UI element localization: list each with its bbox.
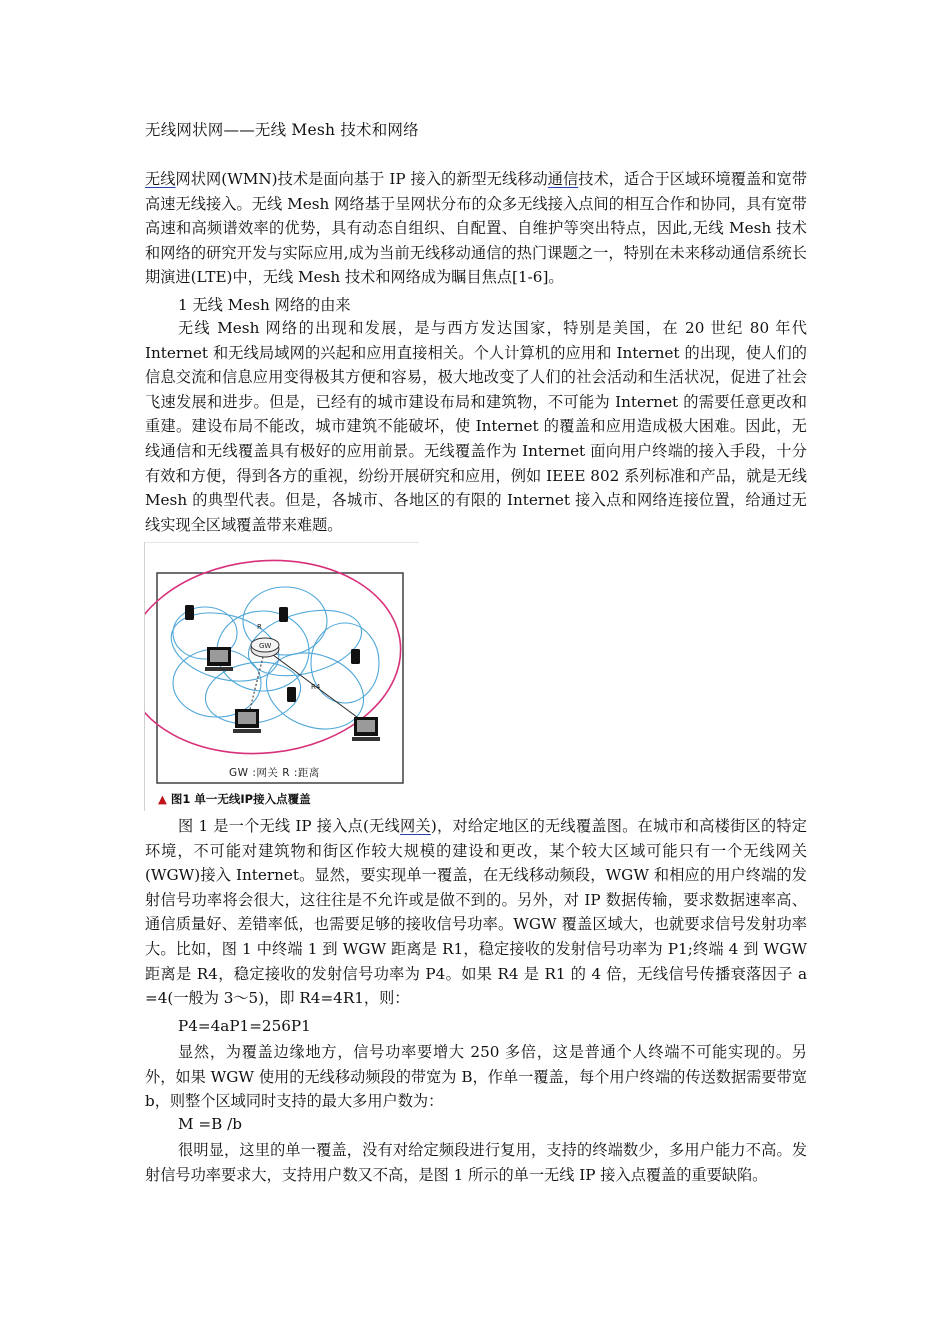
link-gateway[interactable]: 网关	[400, 817, 431, 835]
paragraph-intro-text-b: 技术，适合于区域环境覆盖和宽带高速无线接入。无线 Mesh 网络基于呈网状分布的众多无线接入点间的相互合作和协同，具有宽带高速和高频谱效率的优势，具有动态自组织、自配置、自维护等突出特点，因此,无线 Mesh 技术和网络的研究开发与实际应用,成为当前无线移动通信的热门课题之一，特别在未来移动通信系统长期演进(LTE)中，无线 Mesh 技术和网络成为瞩目焦点[1-6]。	[145, 170, 808, 287]
computer-icon	[233, 709, 261, 733]
figure-legend: GW :网关 R :距离	[229, 767, 320, 779]
caption-text: 图1 单一无线IP接入点覆盖	[170, 792, 311, 806]
gateway-label: GW	[259, 642, 272, 650]
computer-icon	[205, 647, 233, 671]
mobile-phone-icon	[351, 649, 360, 664]
figure-single-ap-coverage	[144, 542, 419, 811]
formula-users: M =B /b	[178, 1115, 242, 1133]
link-wireless[interactable]: 无线	[145, 170, 176, 188]
section-heading: 1 无线 Mesh 网络的由来	[178, 296, 351, 314]
document-title: 无线网状网——无线 Mesh 技术和网络	[145, 121, 419, 139]
paragraph-conclusion: 很明显，这里的单一覆盖，没有对给定频段进行复用，支持的终端数少，多用户能力不高。发射信号功率要求大，支持用户数又不高，是图 1 所示的单一无线 IP 接入点覆盖的重要缺陷。	[145, 1141, 807, 1184]
mobile-phone-icon	[185, 605, 194, 620]
paragraph-figure-text-b: )，对给定地区的无线覆盖图。在城市和高楼街区的特定环境，不可能对建筑物和街区作较大规模的建设和更改，某个较大区域可能只有一个无线网关(WGW)接入 Internet。显然，要实现单一覆盖，在无线移动频段，WGW 和相应的用户终端的发射信号功率将会很大，这往往是不允许或是做不到的。另外，对 IP 数据传输，要求数据速率高、通信质量好、差错率低，也需要足够的接收信号功率。WGW 覆盖区域大，也就要求信号发射功率大。比如，图 1 中终端 1 到 WGW 距离是 R1，稳定接收的发射信号功率为 P1;终端 4 到 WGW 距离是 R4，稳定接收的发射信号功率为 P4。如果 R4 是 R1 的 4 倍，无线信号传播衰落因子 a =4(一般为 3～5)，即 R4=4R1，则：	[145, 817, 807, 1008]
paragraph-figure-text-a: 图 1 是一个无线 IP 接入点(无线	[178, 817, 400, 835]
paragraph-origin: 无线 Mesh 网络的出现和发展，是与西方发达国家，特别是美国，在 20 世纪 80 年代 Internet 和无线局域网的兴起和应用直接相关。个人计算机的应用和 Internet 的出现，使人们的信息交流和信息应用变得极其方便和容易，极大地改变了人们的社会活动和生活状况，促进了社会飞速发展和进步。但是，已经有的城市建设布局和建筑物，不可能为 Internet 的需要任意更改和重建。建设布局不能改，城市建筑不能破坏，使 Internet 的覆盖和应用造成极大困难。因此，无线通信和无线覆盖具有极好的应用前景。无线覆盖作为 Internet 面向用户终端的接入手段，十分有效和方便，得到各方的重视，纷纷开展研究和应用，例如 IEEE 802 系列标准和产品，就是无线 Mesh 的典型代表。但是，各城市、各地区的有限的 Internet 接入点和网络连接位置，给通过无线实现全区域覆盖带来难题。	[145, 319, 807, 534]
caption-marker: ▲	[158, 792, 167, 806]
figure-caption	[158, 791, 311, 807]
mobile-phone-icon	[287, 687, 296, 702]
paragraph-figure-explanation	[145, 814, 807, 1011]
computer-icon	[352, 717, 380, 741]
paragraph-power-analysis: 显然，为覆盖边缘地方，信号功率要增大 250 多倍，这是普通个人终端不可能实现的。另外，如果 WGW 使用的无线移动频段的带宽为 B，作单一覆盖，每个用户终端的传送数据需要带宽 b，则整个区域同时支持的最大多用户数为：	[145, 1043, 807, 1111]
formula-power: P4=4aP1=256P1	[178, 1017, 311, 1035]
mobile-phone-icon	[279, 607, 288, 622]
distance-label-r1: R	[257, 623, 262, 631]
paragraph-intro	[145, 167, 807, 290]
distance-label-r4: R4	[311, 683, 321, 691]
paragraph-intro-text-a: 网状网(WMN)技术是面向基于 IP 接入的新型无线移动	[175, 170, 548, 188]
link-communication[interactable]: 通信	[547, 170, 579, 188]
